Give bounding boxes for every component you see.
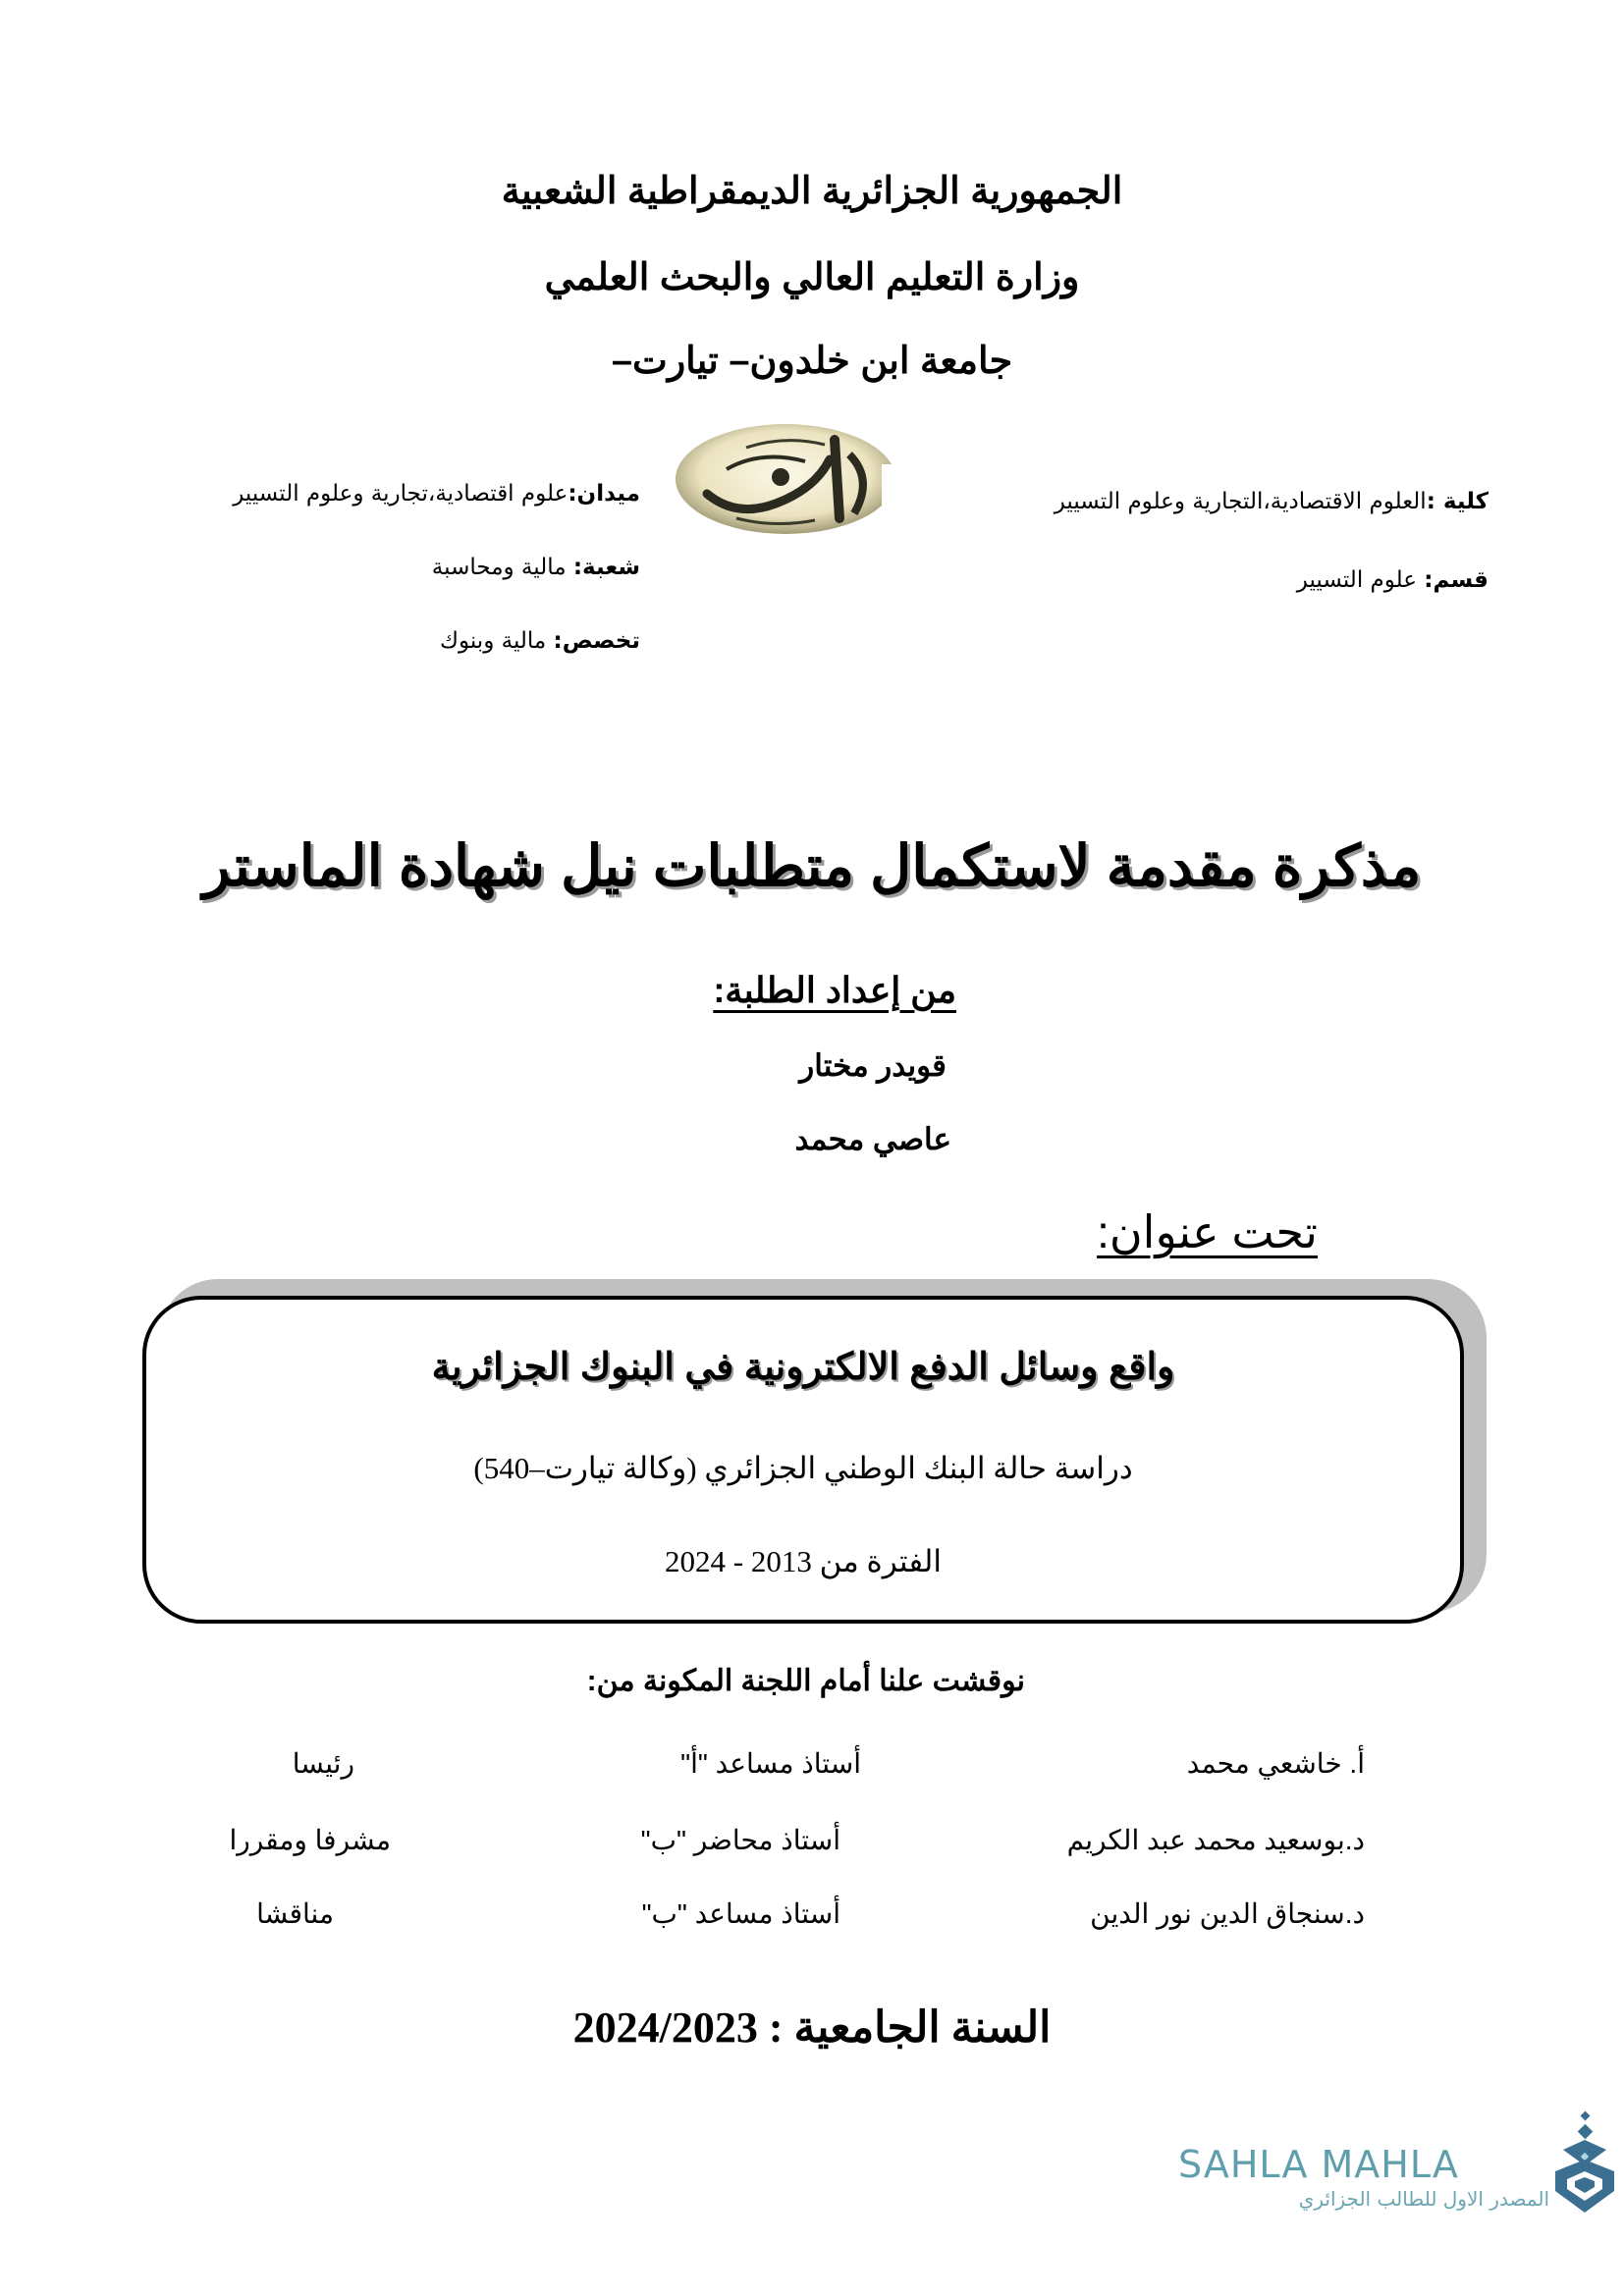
- university-logo: [668, 420, 913, 538]
- jury-member-rank: أستاذ مساعد "أ": [680, 1748, 861, 1779]
- thesis-title: واقع وسائل الدفع الالكترونية في البنوك الجزائرية: [431, 1347, 1175, 1388]
- field-line: [233, 481, 640, 507]
- under-title-label: تحت عنوان:: [1097, 1206, 1318, 1257]
- field-label: ميدان:: [568, 481, 640, 507]
- academic-year-value: 2024/2023: [572, 2003, 758, 2052]
- academic-year: [0, 2002, 1624, 2053]
- jury-member-name: د.بوسعيد محمد عبد الكريم: [1066, 1825, 1365, 1855]
- specialty-label: تخصص:: [553, 628, 640, 654]
- jury-member-role: رئيسا: [292, 1748, 354, 1779]
- student-name: قويدر مختار: [799, 1048, 947, 1083]
- department-value: علوم التسيير: [1296, 567, 1425, 593]
- jury-member-role: مناقشا: [256, 1898, 334, 1929]
- watermark-brand: SAHLA MAHLA: [1178, 2143, 1459, 2186]
- department-line: [1297, 567, 1489, 593]
- faculty-line: [1055, 489, 1489, 514]
- academic-year-label: السنة الجامعية :: [768, 2003, 1052, 2052]
- study-period: الفترة من 2013 - 2024: [665, 1544, 942, 1578]
- jury-member-name: أ. خاشعي محمد: [1186, 1748, 1365, 1779]
- department-label: قسم:: [1424, 567, 1489, 593]
- specialty-value: مالية وبنوك: [440, 628, 554, 654]
- faculty-value: العلوم الاقتصادية،التجارية وعلوم التسيير: [1054, 489, 1427, 514]
- republic-heading: الجمهورية الجزائرية الديمقراطية الشعبية: [501, 171, 1123, 212]
- case-study-line: دراسة حالة البنك الوطني الجزائري (وكالة تيارت–540): [473, 1451, 1133, 1485]
- jury-member-rank: أستاذ مساعد "ب": [641, 1898, 840, 1929]
- faculty-label: كلية :: [1426, 489, 1489, 514]
- specialty-line: [440, 628, 640, 654]
- jury-member-role: مشرفا ومقررا: [229, 1825, 391, 1855]
- branch-label: شعبة:: [572, 555, 640, 580]
- jury-member-name: د.سنجاق الدين نور الدين: [1090, 1898, 1365, 1929]
- branch-line: [432, 555, 640, 580]
- thesis-main-heading: مذكرة مقدمة لاستكمال متطلبات نيل شهادة الماستر: [202, 834, 1422, 898]
- ministry-heading: وزارة التعليم العالي والبحث العلمي: [544, 257, 1080, 298]
- watermark-tagline: المصدر الاول للطالب الجزائري: [1298, 2187, 1549, 2211]
- prepared-by-label: من إعداد الطلبة:: [713, 970, 956, 1010]
- university-heading: جامعة ابن خلدون– تيارت–: [611, 341, 1013, 382]
- jury-member-rank: أستاذ محاضر "ب": [640, 1825, 840, 1855]
- branch-value: مالية ومحاسبة: [431, 555, 573, 580]
- committee-heading: نوقشت علنا أمام اللجنة المكونة من:: [586, 1665, 1025, 1697]
- student-name: عاصي محمد: [794, 1122, 951, 1156]
- watermark-emblem-icon: [1549, 2110, 1620, 2218]
- field-value: علوم اقتصادية،تجارية وعلوم التسيير: [233, 481, 568, 507]
